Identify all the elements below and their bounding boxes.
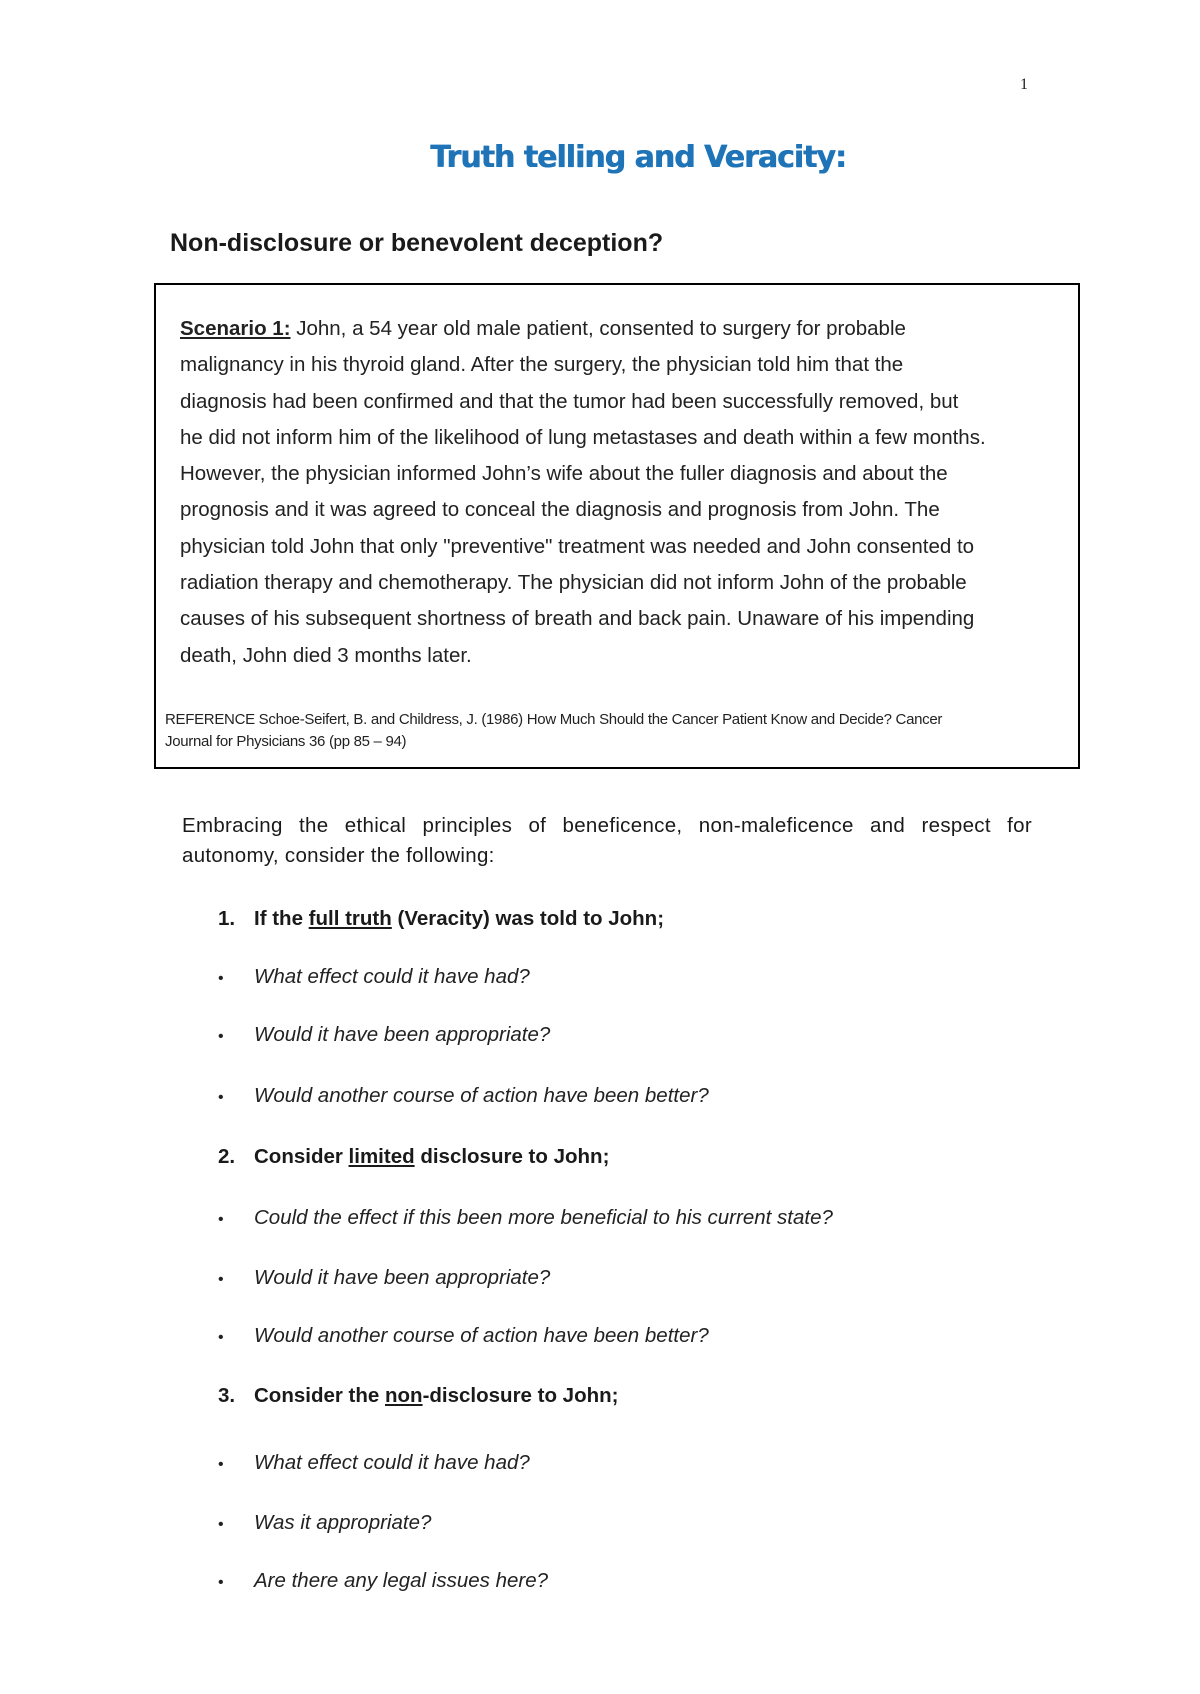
- bullet-item: • Are there any legal issues here?: [218, 1569, 549, 1592]
- reference-line: REFERENCE Schoe-Seifert, B. and Childress, J. (1986) How Much Should the Cancer Patient Know and Decide? Cancer: [165, 711, 943, 728]
- page-number: 1: [1020, 76, 1028, 93]
- bullet-item: • Could the effect if this been more beneficial to his current state?: [218, 1206, 833, 1229]
- question-1: 1. If the full truth (Veracity) was told to John;: [218, 907, 665, 930]
- underlined-term: limited: [348, 1145, 415, 1168]
- question-3: 3. Consider the non-disclosure to John;: [218, 1384, 619, 1407]
- scenario-line: death, John died 3 months later.: [180, 643, 472, 667]
- bullet-item: • Would it have been appropriate?: [218, 1266, 551, 1289]
- scenario-box: [154, 283, 1080, 769]
- scenario-line: causes of his subsequent shortness of breath and back pain. Unaware of his impending: [180, 607, 975, 631]
- underlined-term: non: [385, 1384, 423, 1407]
- reference-citation: [165, 709, 1065, 753]
- scenario-line: physician told John that only "preventive" treatment was needed and John consented to: [180, 534, 975, 558]
- bullet-item: • Would another course of action have been better?: [218, 1324, 709, 1347]
- scenario-line: prognosis and it was agreed to conceal the diagnosis and prognosis from John. The: [180, 498, 940, 522]
- bullet-item: • Would it have been appropriate?: [218, 1023, 551, 1046]
- intro-paragraph: Embracing the ethical principles of beneficence, non-maleficence and respect for autonomy, consider the following:: [182, 814, 1032, 867]
- scenario-text: [180, 311, 1060, 674]
- scenario-line: radiation therapy and chemotherapy. The physician did not inform John of the probable: [180, 571, 967, 595]
- reference-line: Journal for Physicians 36 (pp 85 – 94): [165, 733, 407, 750]
- scenario-line: Scenario 1: John, a 54 year old male patient, consented to surgery for probable: [180, 317, 906, 340]
- scenario-line: However, the physician informed John’s wife about the fuller diagnosis and about the: [180, 462, 948, 486]
- scenario-label: Scenario 1:: [180, 317, 291, 340]
- scenario-line: diagnosis had been confirmed and that the tumor had been successfully removed, but: [180, 389, 959, 413]
- underlined-term: full truth: [308, 907, 392, 930]
- page-title: Truth telling and Veracity:: [430, 140, 846, 175]
- bullet-item: • Would another course of action have been better?: [218, 1084, 709, 1107]
- subtitle: Non-disclosure or benevolent deception?: [170, 229, 664, 257]
- scenario-line: he did not inform him of the likelihood of lung metastases and death within a few months.: [180, 425, 986, 449]
- bullet-item: • What effect could it have had?: [218, 965, 530, 988]
- question-2: 2. Consider limited disclosure to John;: [218, 1145, 610, 1168]
- scenario-line: malignancy in his thyroid gland. After the surgery, the physician told him that the: [180, 353, 904, 377]
- bullet-item: • What effect could it have had?: [218, 1451, 530, 1474]
- bullet-item: • Was it appropriate?: [218, 1511, 432, 1534]
